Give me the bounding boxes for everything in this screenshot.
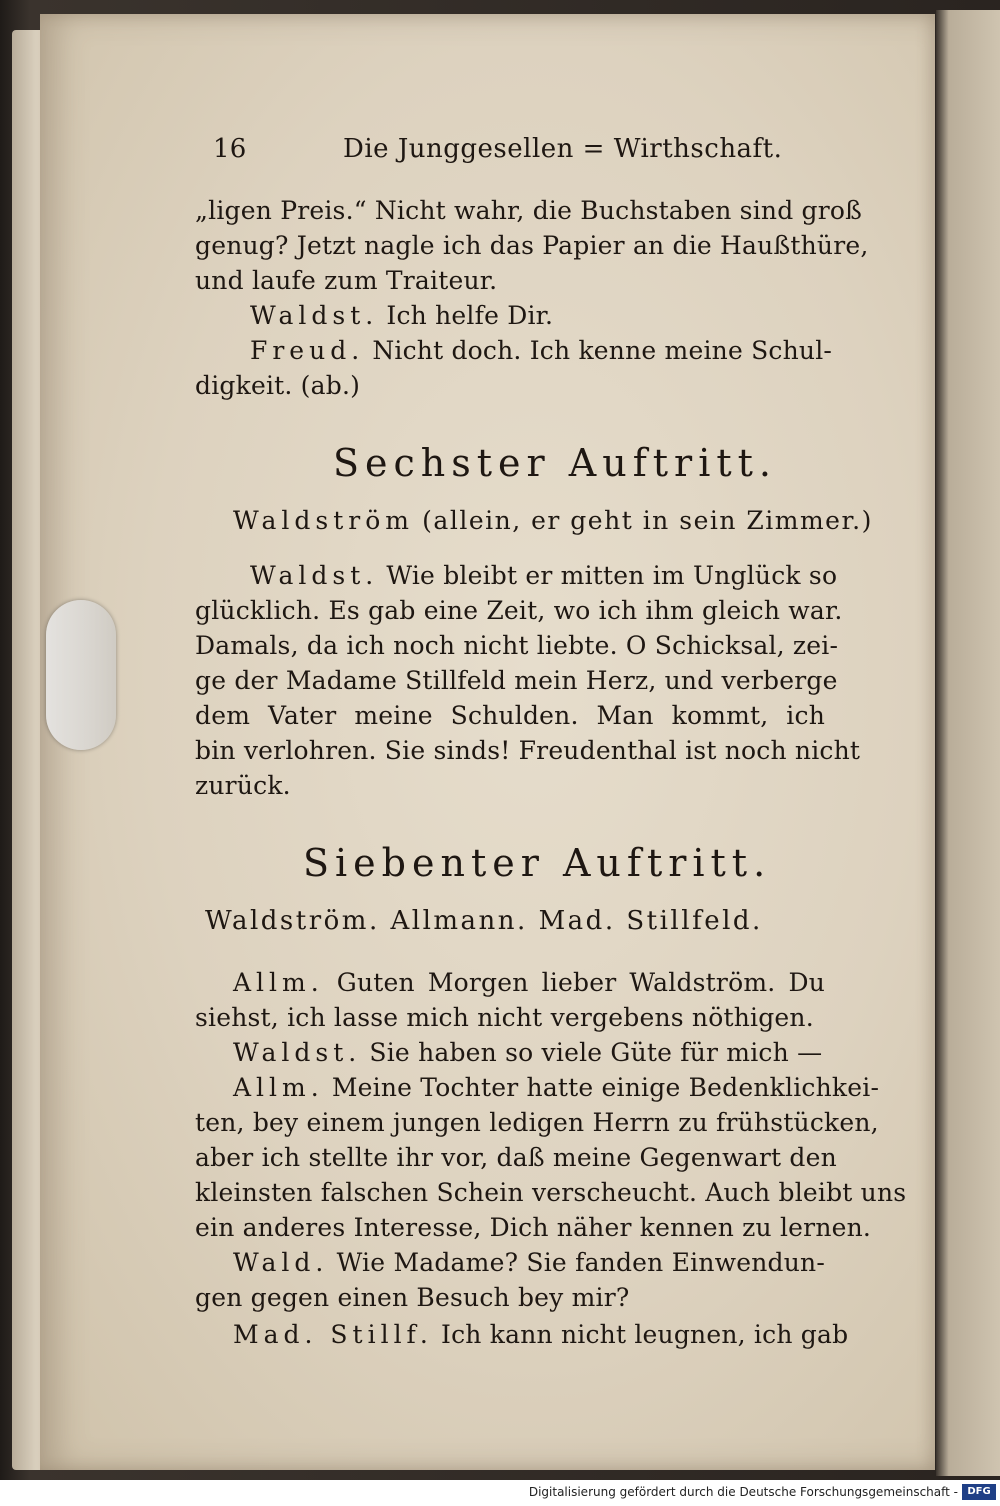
speech-text: Nicht doch. Ich kenne meine Schul- bbox=[372, 336, 833, 365]
text-line: ein anderes Interesse, Dich näher kennen zu lernen. bbox=[195, 1213, 872, 1242]
text-line: dem Vater meine Schulden. Man kommt, ich bbox=[195, 701, 825, 730]
text-line: aber ich stellte ihr vor, daß meine Gegenwart den bbox=[195, 1143, 837, 1172]
speech-text: Meine Tochter hatte einige Bedenklichkei- bbox=[331, 1073, 880, 1102]
text-line: ten, bey einem jungen ledigen Herrn zu frühstücken, bbox=[195, 1108, 879, 1137]
scene-heading: Sechster Auftritt. bbox=[333, 441, 777, 485]
speech-text: Guten Morgen lieber Waldström. Du bbox=[336, 968, 825, 997]
stage-direction: (allein, er geht in sein Zimmer.) bbox=[422, 506, 873, 535]
text-line: gen gegen einen Besuch bey mir? bbox=[195, 1283, 630, 1312]
scene-heading: Siebenter Auftritt. bbox=[303, 841, 772, 885]
text-line: zurück. bbox=[195, 771, 291, 800]
text-line: siehst, ich lasse mich nicht vergebens nöthigen. bbox=[195, 1003, 814, 1032]
speech-line bbox=[233, 968, 825, 997]
speaker-name: Wald. bbox=[233, 1248, 329, 1277]
speech-line bbox=[233, 1320, 849, 1349]
speech-line bbox=[250, 561, 838, 590]
speech-line bbox=[233, 1038, 822, 1067]
speech-line bbox=[233, 1248, 825, 1277]
digitization-footer bbox=[0, 1480, 1000, 1506]
text-line: glücklich. Es gab eine Zeit, wo ich ihm gleich war. bbox=[195, 596, 843, 625]
speaker-name: Waldst. bbox=[250, 561, 379, 590]
text-line: ge der Madame Stillfeld mein Herz, und verberge bbox=[195, 666, 838, 695]
speech-text: Wie Madame? Sie fanden Einwendun- bbox=[336, 1248, 825, 1277]
cast-line: Waldström. Allmann. Mad. Stillfeld. bbox=[205, 906, 763, 936]
text-line: „ligen Preis.“ Nicht wahr, die Buchstaben sind groß bbox=[195, 196, 863, 225]
speaker-name: Allm. bbox=[233, 1073, 324, 1102]
text-line: genug? Jetzt nagle ich das Papier an die Haußthüre, bbox=[195, 231, 869, 260]
speaker-name: Freud. bbox=[250, 336, 365, 365]
cast-line bbox=[233, 506, 873, 535]
text-line: kleinsten falschen Schein verscheucht. Auch bleibt uns bbox=[195, 1178, 907, 1207]
speaker-name: Waldst. bbox=[250, 301, 379, 330]
page-number: 16 bbox=[213, 134, 247, 164]
speech-line bbox=[233, 1073, 880, 1102]
speaker-name: Allm. bbox=[233, 968, 324, 997]
speech-text: Ich kann nicht leugnen, ich gab bbox=[441, 1320, 849, 1349]
text-line: bin verlohren. Sie sinds! Freudenthal ist noch nicht bbox=[195, 736, 861, 765]
footer-credit: Digitalisierung gefördert durch die Deutsche Forschungsgemeinschaft - bbox=[528, 1485, 958, 1499]
text-line: und laufe zum Traiteur. bbox=[195, 266, 498, 295]
speech-line bbox=[250, 336, 833, 365]
facing-page-edge bbox=[936, 10, 1000, 1476]
running-title: Die Junggesellen = Wirthschaft. bbox=[343, 134, 783, 164]
cast-name: Waldström bbox=[233, 506, 415, 535]
speaker-name: Waldst. bbox=[233, 1038, 362, 1067]
page-clip bbox=[46, 600, 116, 750]
text-line: digkeit. (ab.) bbox=[195, 371, 361, 400]
speech-text: Wie bleibt er mitten im Unglück so bbox=[386, 561, 838, 590]
speaker-name: Mad. Stillf. bbox=[233, 1320, 433, 1349]
speech-line bbox=[250, 301, 553, 330]
speech-text: Ich helfe Dir. bbox=[386, 301, 554, 330]
text-line: Damals, da ich noch nicht liebte. O Schicksal, zei- bbox=[195, 631, 839, 660]
dfg-logo: DFG bbox=[962, 1484, 996, 1500]
speech-text: Sie haben so viele Güte für mich — bbox=[369, 1038, 823, 1067]
